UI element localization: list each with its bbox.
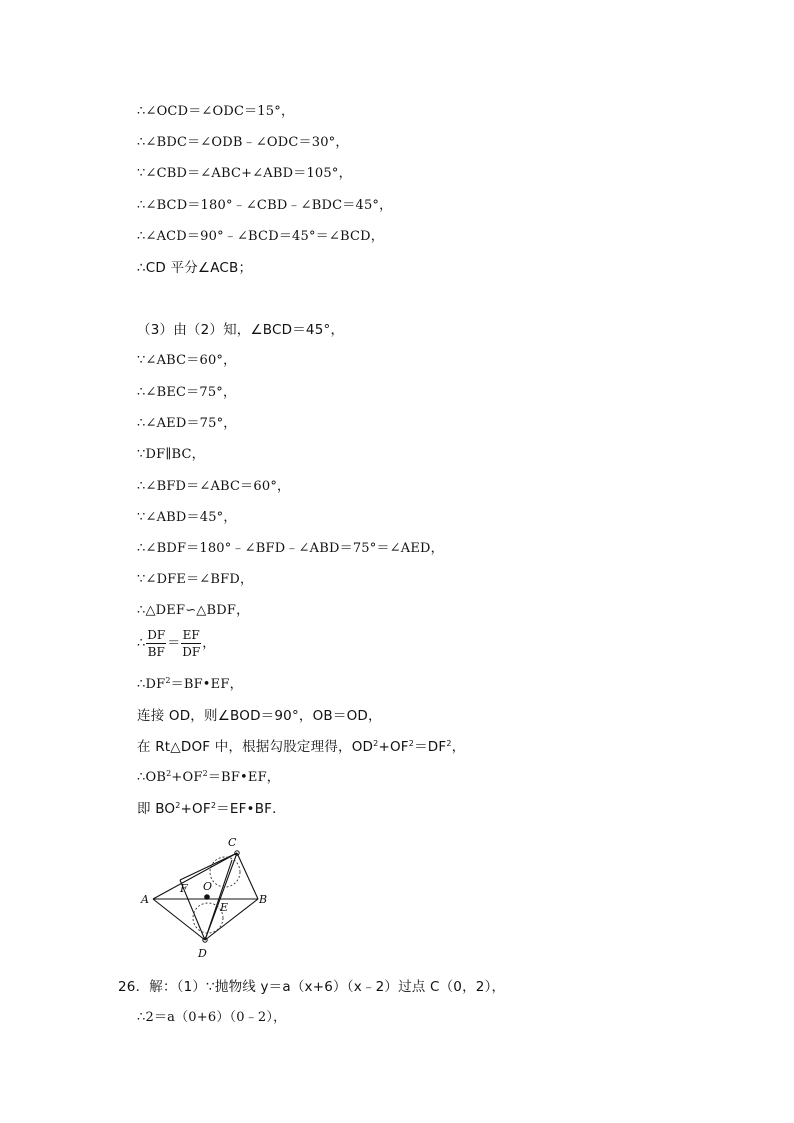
part3-line-6: ∴∠BFD＝∠ABC＝60°， (137, 479, 291, 494)
result-line-4: $\therefore OB^2+OF^2=BF•EF$， (137, 769, 281, 785)
part3-line-2: ∵∠ABC＝60°， (137, 353, 237, 368)
proof-line-4: ∴∠BCD＝180°﹣∠CBD﹣∠BDC＝45°， (137, 198, 393, 213)
label-f: F (180, 882, 188, 895)
point-o (204, 894, 210, 900)
result-line-1: $\therefore DF^2=BF•EF$， (137, 676, 243, 692)
part3-line-5: ∵DF∥BC， (137, 447, 205, 462)
result-line-2: 连接 OD，则∠BOD＝90°，OB＝OD， (137, 708, 382, 724)
dotted-circle-lower (193, 903, 223, 933)
result-line-5: 即 $BO^2+OF^2=EF•BF$． (137, 801, 286, 817)
segment-ad (153, 899, 205, 940)
fraction-df-bf: $\frac{DF}{BF}$ (147, 628, 166, 659)
equals-sign: ＝ (167, 636, 181, 651)
label-d: D (198, 947, 207, 960)
label-o: O (203, 880, 213, 893)
proof-line-3: ∵∠CBD＝∠ABC+∠ABD＝105°， (137, 166, 352, 181)
proof-line-6: ∴CD 平分∠ACB； (137, 260, 253, 276)
part3-line-7: ∵∠ABD＝45°， (137, 510, 237, 525)
fraction-ef-df: $\frac{EF}{DF}$ (182, 628, 201, 659)
proof-line-5: ∴∠ACD＝90°﹣∠BCD＝45°＝∠BCD， (137, 229, 384, 244)
label-b: B (259, 893, 268, 906)
label-a: A (141, 893, 149, 906)
part3-line-9: ∵∠DFE＝∠BFD， (137, 572, 254, 587)
part3-line-10: ∴△DEF∽△BDF， (137, 603, 250, 618)
proof-line-2: ∴∠BDC＝∠ODB﹣∠ODC＝30°， (137, 135, 349, 150)
part3-line-3: ∴∠BEC＝75°， (137, 385, 237, 400)
proportion-line: ∴ $\frac{DF}{BF}$ ＝ $\frac{EF}{DF}$ ， (137, 628, 216, 659)
therefore-symbol: ∴ (137, 636, 146, 651)
proof-line-1: ∴∠OCD＝∠ODC＝15°， (137, 104, 295, 119)
part3-line-8: ∴∠BDF＝180°﹣∠BFD﹣∠ABD＝75°＝∠AED， (137, 541, 444, 556)
dotted-circle-upper (210, 857, 240, 887)
segment-d-to-bc (205, 860, 232, 940)
part3-line-4: ∴∠AED＝75°， (137, 416, 237, 431)
q26-line-2: ∴2＝a（0+6）（0﹣2）， (137, 1010, 287, 1025)
label-e: E (220, 901, 229, 914)
segment-cb (237, 853, 258, 899)
q26-line-1: 26．解：（1）∵抛物线 y＝a（x+6）（x﹣2）过点 C（0，2）， (118, 979, 506, 995)
geometry-figure (140, 832, 275, 962)
result-line-3: 在 Rt△DOF 中，根据勾股定理得，$OD^2+OF^2=DF^2$， (137, 739, 466, 755)
label-c: C (228, 836, 237, 849)
segment-ac (153, 853, 237, 899)
part3-line-1: （3）由（2）知，∠BCD＝45°， (137, 322, 345, 338)
